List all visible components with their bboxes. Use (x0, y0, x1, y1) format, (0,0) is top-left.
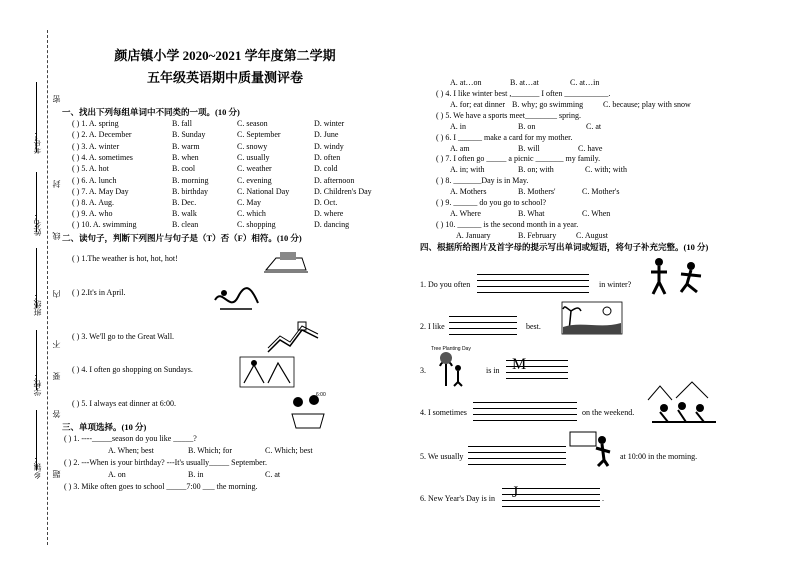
skating-picture (645, 256, 709, 298)
s4-item2-writing-line (449, 328, 517, 329)
s4-item4-end: on the weekend. (582, 408, 635, 417)
s4-item6-writing-line (502, 506, 600, 507)
s4-item5-start: 5. We usually (420, 452, 464, 461)
s4-item1-writing-line (477, 286, 589, 287)
great-wall-picture (266, 318, 320, 356)
s4-item4-writing-line (473, 408, 577, 409)
s4-item3-letter: M (512, 356, 527, 373)
s4-item4-writing-line (473, 402, 577, 403)
seal-feng: 封 (52, 180, 61, 188)
s3-q9: ( ) 9. ______ do you go to school? (436, 198, 546, 207)
s3-q6: ( ) 6. I ______ make a card for my mother. (436, 133, 573, 142)
s4-item2-start: 2. I like (420, 322, 445, 331)
s4-item1-writing-line (477, 292, 589, 293)
svg-text:6:00: 6:00 (316, 392, 326, 398)
tree-planting-picture (430, 346, 474, 388)
s2-item-1: ( ) 1.The weather is hot, hot, hot! (72, 254, 178, 263)
s4-item5-writing-line (468, 452, 566, 453)
s4-item2-end: best. (526, 322, 541, 331)
s4-item2-writing-line (449, 322, 517, 323)
section3-heading: 三、单项选择。(10 分) (62, 422, 147, 432)
label-xingming: 姓名： (33, 212, 42, 236)
seal-bu: 不 (52, 340, 61, 348)
seal-xian: 线 (52, 232, 61, 240)
s4-item6-letter: J (512, 484, 519, 501)
section4-heading: 四、根据所给图片及首字母的提示写出单词或短语，将句子补充完整。(10 分) (420, 242, 709, 252)
s4-item4-start: 4. I sometimes (420, 408, 467, 417)
s3-q4: ( ) 4. I like winter best ,_______ I often ___________. (436, 89, 611, 98)
s4-item3-mid: is in (486, 366, 500, 375)
section1-heading: 一、找出下列每组单词中不同类的一项。(10 分) (62, 107, 240, 117)
s3-q2: ( ) 2. ---When is your birthday? ---It's usually_____ September. (64, 458, 267, 467)
tree-planting-sign: Tree Planting Day (431, 346, 471, 352)
s3-q8: ( ) 8. _______Day is in May. (436, 176, 529, 185)
seal-yao: 要 (52, 372, 61, 380)
s4-item1-writing-line (477, 274, 589, 275)
s3-q7: ( ) 7. I often go _____ a picnic _______ my family. (436, 154, 601, 163)
seal-da: 答 (52, 410, 61, 418)
seal-nei: 内 (52, 290, 61, 298)
page-subtitle: 五年级英语期中质量测评卷 (146, 70, 303, 85)
s3-q10: ( ) 10. ______ is the second month in a year. (436, 220, 579, 229)
s3-q5: ( ) 5. We have a sports meet________ spring. (436, 111, 581, 120)
classroom-picture (568, 430, 614, 468)
s4-item2-writing-line (449, 316, 517, 317)
s4-item5-end: at 10:00 in the morning. (620, 452, 698, 461)
s4-item6-period: . (602, 494, 604, 503)
seal-ti: 题 (52, 470, 61, 478)
s2-item-2: ( ) 2.It's in April. (72, 288, 126, 297)
s3-q1: ( ) 1. ----_____season do you like _____? (64, 434, 197, 443)
s4-item1-end: in winter? (599, 280, 632, 289)
s4-item4-writing-line (473, 414, 577, 415)
s2-item-5: ( ) 5. I always eat dinner at 6:00. (72, 399, 176, 408)
s2-item-4: ( ) 4. I often go shopping on Sundays. (72, 365, 193, 374)
april-calligraphy-picture (212, 285, 262, 315)
label-kaohao: 考号： (33, 130, 42, 154)
s4-item1-writing-line (477, 280, 589, 281)
section2-heading: 二、读句子，判断下列图片与句子是（T）否（F）相符。(10 分) (62, 233, 302, 243)
s4-item4-writing-line (473, 420, 577, 421)
page-title: 颜店镇小学 2020~2021 学年度第二学期 (114, 48, 336, 63)
s3-q3: ( ) 3. Mike often goes to school _____7:00 ___ the morning. (64, 482, 258, 491)
label-banji: 班级： (33, 292, 42, 316)
s4-item5-writing-line (468, 458, 566, 459)
s4-item5-writing-line (468, 446, 566, 447)
beach-picture (561, 301, 623, 335)
s4-item2-writing-line (449, 334, 517, 335)
s4-item5-writing-line (468, 464, 566, 465)
label-xiangzhen: 乡镇： (33, 455, 42, 479)
s4-item3-number: 3. (420, 366, 426, 375)
shopping-picture (238, 353, 296, 389)
seal-mi: 密 (52, 95, 61, 103)
hot-weather-picture (262, 248, 310, 274)
label-xuexiao: 学校： (33, 372, 42, 396)
dinner-picture (286, 390, 330, 432)
binding-dashed-line (47, 30, 48, 545)
s2-item-3: ( ) 3. We'll go to the Great Wall. (72, 332, 175, 341)
s4-item6-start: 6. New Year's Day is in (420, 494, 495, 503)
s4-item1-start: 1. Do you often (420, 280, 471, 289)
picnic-picture (646, 380, 720, 426)
s4-item3-writing-line (506, 378, 568, 379)
